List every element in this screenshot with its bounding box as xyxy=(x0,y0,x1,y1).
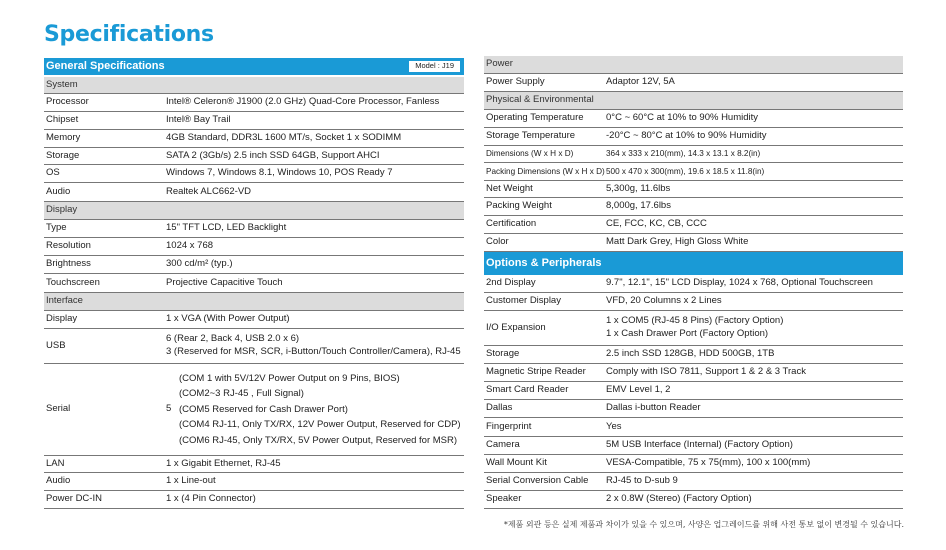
spec-row-speaker xyxy=(484,491,903,509)
spec-label: Smart Card Reader xyxy=(486,384,569,396)
spec-value-line: Intel® Bay Trail xyxy=(166,114,231,126)
spec-value-line: 2.5 inch SSD 128GB, HDD 500GB, 1TB xyxy=(606,348,775,360)
spec-value xyxy=(606,146,760,162)
spec-row-chipset xyxy=(44,112,464,130)
spec-row-i-o-expansion xyxy=(484,311,903,346)
spec-value-line: 1 x Gigabit Ethernet, RJ-45 xyxy=(166,457,281,469)
spec-value xyxy=(166,165,393,182)
spec-row-customer-display xyxy=(484,293,903,311)
spec-row-fingerprint xyxy=(484,418,903,437)
section-label: Display xyxy=(46,204,78,216)
spec-value-line: VFD, 20 Columns x 2 Lines xyxy=(606,295,722,307)
spec-value-line: Yes xyxy=(606,420,622,432)
spec-label: OS xyxy=(46,167,60,179)
section-row-display xyxy=(44,202,464,220)
spec-value xyxy=(166,112,231,129)
spec-row-resolution xyxy=(44,238,464,256)
spec-label: I/O Expansion xyxy=(486,321,546,333)
spec-value xyxy=(166,148,380,164)
spec-value xyxy=(606,437,793,454)
spec-row-operating-temperature xyxy=(484,110,903,128)
section-label: Power xyxy=(486,58,513,70)
spec-row-memory xyxy=(44,130,464,148)
spec-label: Resolution xyxy=(46,240,91,252)
spec-row-camera xyxy=(484,437,903,455)
model-badge: Model : J19 xyxy=(409,61,460,72)
page-title: Specifications xyxy=(44,22,214,47)
spec-row-brightness xyxy=(44,256,464,274)
spec-value xyxy=(606,275,873,292)
spec-label: Packing Dimensions (W x H x D) xyxy=(486,166,605,176)
spec-value-line: 1 x Line-out xyxy=(166,475,216,487)
spec-label: Audio xyxy=(46,185,71,197)
section-label: Interface xyxy=(46,295,83,307)
spec-label: Speaker xyxy=(486,493,522,505)
disclaimer-note: *제품 외관 등은 실제 제품과 차이가 있을 수 있으며, 사양은 업그레이드를 위해 사전 통보 없이 변경될 수 있습니다. xyxy=(503,520,904,529)
spec-label: Fingerprint xyxy=(486,420,532,432)
spec-label: Type xyxy=(46,222,67,234)
spec-value-line: RJ-45 to D-sub 9 xyxy=(606,475,678,487)
spec-label: Wall Mount Kit xyxy=(486,457,547,469)
spec-value-line: SATA 2 (3Gb/s) 2.5 inch SSD 64GB, Support AHCI xyxy=(166,149,380,161)
section-label: Options & Peripherals xyxy=(486,257,602,270)
spec-value-line: -20°C ~ 80°C at 10% to 90% Humidity xyxy=(606,130,767,142)
spec-value-line: CE, FCC, KC, CB, CCC xyxy=(606,218,707,230)
spec-label: Storage xyxy=(486,348,520,360)
spec-value-line: Projective Capacitive Touch xyxy=(166,276,283,288)
spec-value-line: 4GB Standard, DDR3L 1600 MT/s, Socket 1 x SODIMM xyxy=(166,132,402,144)
spec-row-dallas xyxy=(484,400,903,418)
spec-label: Serial xyxy=(46,403,71,415)
spec-label: Chipset xyxy=(46,114,79,126)
serial-port-line: (COM4 RJ-11, Only TX/RX, 12V Power Output, Reserved for CDP) xyxy=(179,419,461,431)
spec-row-power-supply xyxy=(484,74,903,92)
spec-value xyxy=(606,216,707,233)
spec-label: 2nd Display xyxy=(486,277,536,289)
spec-value-line: 5,300g, 11.6lbs xyxy=(606,182,671,194)
spec-label: Net Weight xyxy=(486,182,533,194)
spec-row-wall-mount-kit xyxy=(484,455,903,473)
spec-row-smart-card-reader xyxy=(484,382,903,400)
spec-row-lan xyxy=(44,456,464,473)
spec-label: Storage Temperature xyxy=(486,130,576,142)
spec-label: Display xyxy=(46,313,78,325)
spec-value-line: Adaptor 12V, 5A xyxy=(606,76,675,88)
spec-value-line: 9.7", 12.1", 15" LCD Display, 1024 x 768, Optional Touchscreen xyxy=(606,277,873,289)
spec-row-touchscreen xyxy=(44,274,464,293)
spec-value-line: EMV Level 1, 2 xyxy=(606,384,671,396)
section-label: Physical & Environmental xyxy=(486,94,594,106)
spec-value-line: 1 x (4 Pin Connector) xyxy=(166,493,256,505)
section-row-options-peripherals xyxy=(484,252,903,275)
spec-row-color xyxy=(484,234,903,252)
spec-value xyxy=(166,220,286,237)
spec-label: Certification xyxy=(486,218,537,230)
spec-value-line: 1 x Cash Drawer Port (Factory Option) xyxy=(606,328,769,339)
spec-value-line: Intel® Celeron® J1900 (2.0 GHz) Quad-Core Processor, Fanless xyxy=(166,96,440,108)
spec-value xyxy=(166,329,461,363)
section-row-interface xyxy=(44,293,464,311)
spec-value xyxy=(606,163,764,180)
spec-label: Color xyxy=(486,236,509,248)
spec-label: Power DC-IN xyxy=(46,493,102,505)
spec-row-net-weight xyxy=(484,181,903,198)
spec-row-processor xyxy=(44,94,464,112)
spec-row-packing-dimensions-w-x-h-x-d xyxy=(484,163,903,181)
section-row-power xyxy=(484,56,903,74)
section-row-physical-environmental xyxy=(484,92,903,110)
serial-port-line: (COM 1 with 5V/12V Power Output on 9 Pins, BIOS) xyxy=(179,372,400,384)
spec-value xyxy=(606,455,810,472)
spec-value xyxy=(166,130,401,147)
spec-row-packing-weight xyxy=(484,198,903,216)
spec-value-line: 1 x COM5 (RJ-45 8 Pins) (Factory Option) xyxy=(606,315,784,327)
serial-port-line: (COM5 Reserved for Cash Drawer Port) xyxy=(179,403,348,415)
spec-label: Processor xyxy=(46,96,89,108)
spec-value-line: Dallas i-button Reader xyxy=(606,402,701,414)
spec-label: Packing Weight xyxy=(486,200,552,212)
spec-value xyxy=(606,382,670,399)
spec-label: Magnetic Stripe Reader xyxy=(486,366,586,378)
spec-value xyxy=(606,418,622,436)
spec-label: LAN xyxy=(46,457,65,469)
spec-value xyxy=(606,198,671,215)
spec-value-line: Windows 7, Windows 8.1, Windows 10, POS Ready 7 xyxy=(166,167,393,179)
spec-value xyxy=(166,491,256,508)
spec-label: Audio xyxy=(46,475,71,487)
spec-value xyxy=(166,456,281,472)
spec-row-type xyxy=(44,220,464,238)
spec-value-line: 3 (Reserved for MSR, SCR, i-Button/Touch Controller/Camera), RJ-45 xyxy=(166,346,461,357)
spec-value xyxy=(606,400,701,417)
spec-label: USB xyxy=(46,339,66,351)
spec-row-audio xyxy=(44,473,464,491)
spec-value xyxy=(166,94,439,111)
spec-value xyxy=(606,234,748,251)
serial-port-count: 5 xyxy=(166,403,172,415)
spec-value xyxy=(606,110,758,127)
spec-value-line: Matt Dark Grey, High Gloss White xyxy=(606,236,749,248)
spec-value xyxy=(166,183,251,201)
spec-value-line: 15" TFT LCD, LED Backlight xyxy=(166,222,287,234)
spec-value xyxy=(166,238,213,255)
spec-row-storage-temperature xyxy=(484,128,903,146)
spec-row-serial xyxy=(44,364,464,456)
spec-row-storage xyxy=(44,148,464,165)
spec-label: Memory xyxy=(46,132,81,144)
spec-label: Dallas xyxy=(486,402,513,414)
spec-value xyxy=(606,311,783,345)
spec-value xyxy=(166,311,290,328)
spec-value xyxy=(606,491,752,508)
spec-value xyxy=(606,364,806,381)
spec-value xyxy=(166,473,216,490)
spec-value-line: 364 x 333 x 210(mm), 14.3 x 13.1 x 8.2(in) xyxy=(606,149,761,159)
spec-value-line: 6 (Rear 2, Back 4, USB 2.0 x 6) xyxy=(166,333,300,345)
spec-value xyxy=(606,346,774,363)
spec-row-magnetic-stripe-reader xyxy=(484,364,903,382)
serial-port-line: (COM2~3 RJ-45 , Full Signal) xyxy=(179,388,304,400)
spec-row-serial-conversion-cable xyxy=(484,473,903,491)
spec-row-power-dc-in xyxy=(44,491,464,509)
spec-value xyxy=(606,181,670,197)
spec-label: Brightness xyxy=(46,258,91,270)
spec-value xyxy=(606,128,766,145)
spec-label: Camera xyxy=(486,439,520,451)
spec-value-line: VESA-Compatible, 75 x 75(mm), 100 x 100(mm) xyxy=(606,457,811,469)
spec-value-line: 1 x VGA (With Power Output) xyxy=(166,313,290,325)
spec-label: Power Supply xyxy=(486,76,545,88)
spec-value xyxy=(606,473,678,490)
spec-value xyxy=(166,256,233,273)
spec-value-line: 5M USB Interface (Internal) (Factory Option) xyxy=(606,439,793,451)
spec-value-line: Realtek ALC662-VD xyxy=(166,185,252,197)
spec-value-line: 300 cd/m² (typ.) xyxy=(166,258,233,270)
spec-row-usb xyxy=(44,329,464,364)
spec-value-line: 500 x 470 x 300(mm), 19.6 x 18.5 x 11.8(in) xyxy=(606,166,765,176)
spec-row-storage xyxy=(484,346,903,364)
general-specifications-header xyxy=(44,58,464,75)
spec-row-dimensions-w-x-h-x-d xyxy=(484,146,903,163)
spec-label: Serial Conversion Cable xyxy=(486,475,589,487)
spec-label: Storage xyxy=(46,149,80,161)
spec-value-line: 0°C ~ 60°C at 10% to 90% Humidity xyxy=(606,112,759,124)
section-label: System xyxy=(46,78,78,90)
spec-value-line: Comply with ISO 7811, Support 1 & 2 & 3 Track xyxy=(606,366,806,378)
spec-value-line: 2 x 0.8W (Stereo) (Factory Option) xyxy=(606,493,752,505)
spec-row-display xyxy=(44,311,464,329)
spec-label: Dimensions (W x H x D) xyxy=(486,149,574,159)
serial-port-details xyxy=(179,364,461,455)
spec-label: Touchscreen xyxy=(46,276,100,288)
spec-value xyxy=(606,74,675,91)
spec-label: Customer Display xyxy=(486,295,561,307)
spec-value-line: 8,000g, 17.6lbs xyxy=(606,200,671,212)
spec-row-certification xyxy=(484,216,903,234)
spec-value xyxy=(166,274,283,292)
spec-label: Operating Temperature xyxy=(486,112,584,124)
spec-row-audio xyxy=(44,183,464,202)
section-row-system xyxy=(44,77,464,94)
spec-row-os xyxy=(44,165,464,183)
spec-value-line: 1024 x 768 xyxy=(166,240,214,252)
serial-port-line: (COM6 RJ-45, Only TX/RX, 5V Power Output, Reserved for MSR) xyxy=(179,434,458,446)
spec-value xyxy=(606,293,722,310)
spec-row-2nd-display xyxy=(484,275,903,293)
section-header-label: General Specifications xyxy=(46,60,165,73)
